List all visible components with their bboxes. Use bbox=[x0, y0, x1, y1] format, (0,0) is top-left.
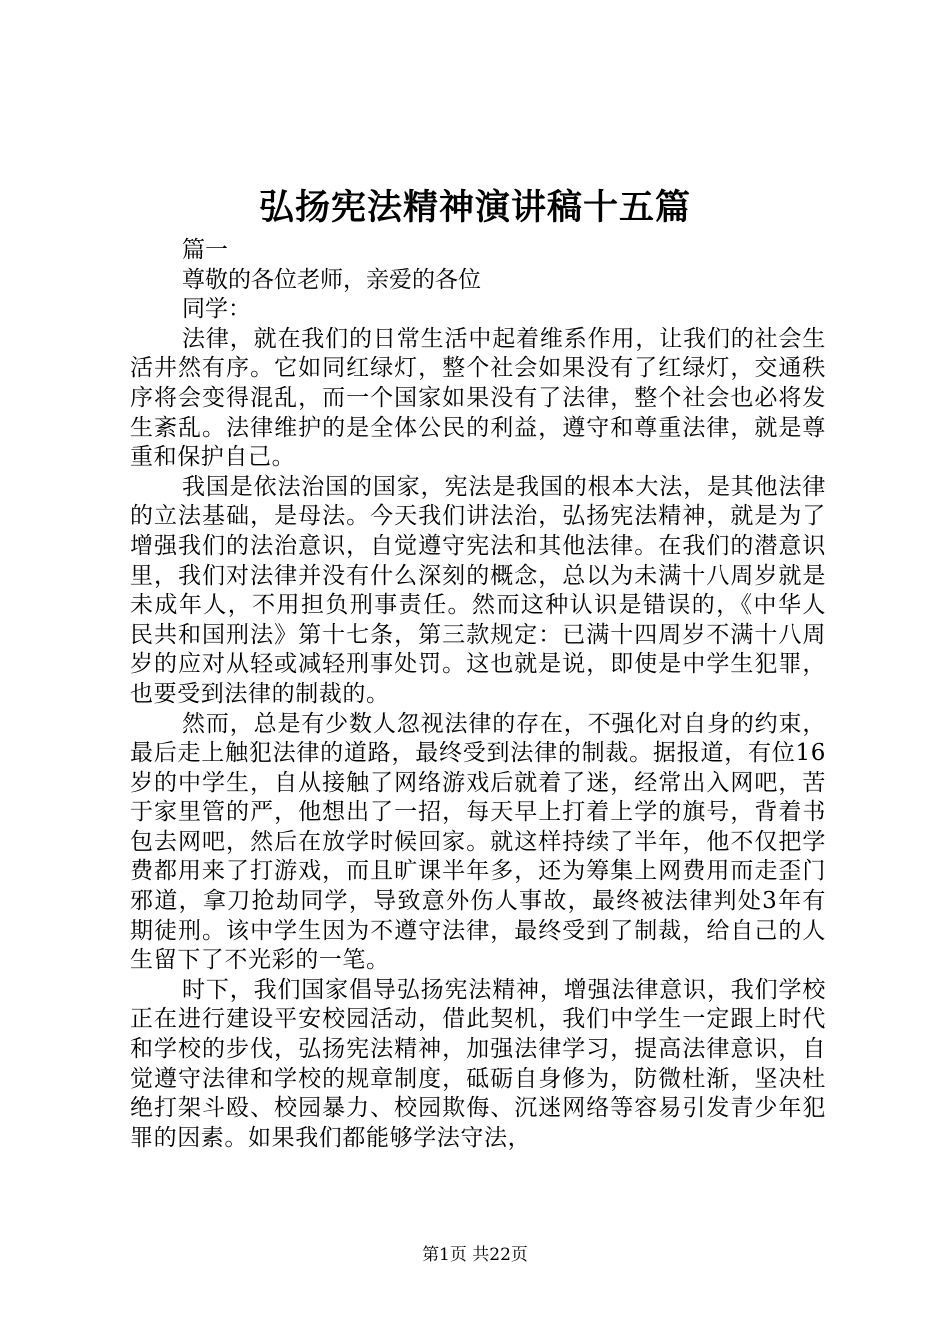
page-footer: 第1页 共22页 bbox=[422, 1245, 528, 1265]
document-title: 弘扬宪法精神演讲稿十五篇 bbox=[258, 187, 691, 228]
paragraph-1: 法律，就在我们的日常生活中起着维系作用，让我们的社会生活井然有序。它如同红绿灯，整个社会如果没有了红绿灯，交通秩序将会变得混乱，而一个国家如果没有了法律，整个社会也必将发生紊乱。法律维护的是全体公民的利益，遵守和尊重法律，就是尊重和保护自己。 bbox=[130, 325, 826, 471]
greeting-line-1: 尊敬的各位老师，亲爱的各位 bbox=[182, 266, 481, 293]
greeting-line-2: 同学： bbox=[182, 296, 251, 323]
section-label: 篇一 bbox=[182, 237, 228, 263]
document-body bbox=[130, 236, 826, 1153]
paragraph-2: 我国是依法治国的国家，宪法是我国的根本大法，是其他法律的立法基础，是母法。今天我们讲法治，弘扬宪法精神，就是为了增强我们的法治意识，自觉遵守宪法和其他法律。在我们的潜意识里，我们对法律并没有什么深刻的概念，总以为未满十八周岁就是未成年人，不用担负刑事责任。然而这种认识是错误的，《中华人民共和国刑法》第十七条，第三款规定：已满十四周岁不满十八周岁的应对从轻或减轻刑事处罚。这也就是说，即使是中学生犯罪，也要受到法律的制裁的。 bbox=[130, 473, 826, 707]
paragraph-4: 时下，我们国家倡导弘扬宪法精神，增强法律意识，我们学校正在进行建设平安校园活动，借此契机，我们中学生一定跟上时代和学校的步伐，弘扬宪法精神，加强法律学习，提高法律意识，自觉遵守法律和学校的规章制度，砥砺自身修为，防微杜渐，坚决杜绝打架斗殴、校园暴力、校园欺侮、沉迷网络等容易引发青少年犯罪的因素。如果我们都能够学法守法， bbox=[130, 976, 826, 1151]
paragraph-3: 然而，总是有少数人忽视法律的存在，不强化对自身的约束，最后走上触犯法律的道路，最终受到法律的制裁。据报道，有位16岁的中学生，自从接触了网络游戏后就着了迷，经常出入网吧，苦于家里管的严，他想出了一招，每天早上打着上学的旗号，背着书包去网吧，然后在放学时候回家。就这样持续了半年，他不仅把学费都用来了打游戏，而且旷课半年多，还为筹集上网费用而走歪门邪道，拿刀抢劫同学，导致意外伤人事故，最终被法律判处3年有期徒刑。该中学生因为不遵守法律，最终受到了制裁，给自己的人生留下了不光彩的一笔。 bbox=[130, 710, 826, 974]
